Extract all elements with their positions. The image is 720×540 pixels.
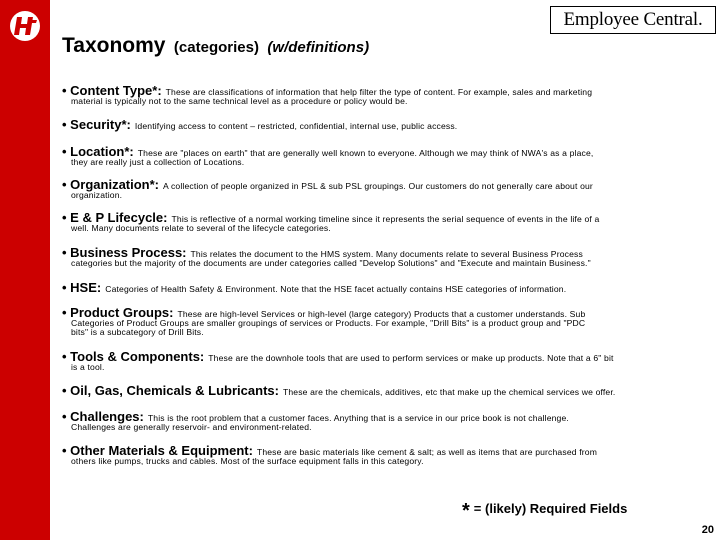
item-heading: • HSE: [62,280,102,295]
item-heading: • Challenges: [62,409,144,424]
sidebar-stripe [0,0,50,540]
list-item: • Security*: Identifying access to content – restricted, confidential, internal use, public access. [62,117,458,132]
required-fields-note [462,500,627,523]
list-item: • HSE: Categories of Health Safety & Environment. Note that the HSE facet actually contains HSE categories of information. [62,280,567,295]
item-heading: • Product Groups: [62,305,174,320]
required-fields-text: = (likely) Required Fields [473,501,628,516]
list-item: • Location*: These are "places on earth" that are generally well known to everyone. Although we may think of NWA's as a place, they are really just a collection of Locations. [62,144,594,167]
company-logo-icon [5,8,45,44]
asterisk-symbol: * [462,500,470,522]
item-heading: • Other Materials & Equipment: [62,443,253,458]
item-heading: • Oil, Gas, Chemicals & Lubricants: [62,383,279,398]
title-sub: (categories) [173,39,259,56]
page-title [62,34,369,58]
list-item: • Organization*: A collection of people organized in PSL & sub PSL groupings. Our customers do not generally care about our organization. [62,177,593,200]
title-main: Taxonomy [62,34,166,57]
item-heading: • Organization*: [62,177,160,192]
list-item: • Other Materials & Equipment: These are basic materials like cement & salt; as well as items that are purchased from others like pumps, trucks and cables. Most of the surface equipment falls in this category. [62,443,597,466]
list-item: • Challenges: This is the root problem that a customer faces. Anything that is a service in our price book is not challenge. Challenges are generally reservoir- and environment-related. [62,409,569,432]
employee-central-logo [550,6,716,34]
title-sub-italic: (w/definitions) [267,39,370,56]
list-item: • Content Type*: These are classifications of information that help filter the type of content. For example, sales and marketing material is typically not to the same technical level as a procedure or policy would be. [62,83,593,106]
item-heading: • E & P Lifecycle: [62,210,168,225]
brand-text: Employee Central. [563,9,703,30]
list-item: • Business Process: This relates the document to the HMS system. Many documents relate to several Business Process categories but the majority of the documents are under categories called "Develop Solutions" and "Execute and maintain Business." [62,245,591,268]
page-number: 20 [701,524,714,536]
list-item: • Product Groups: These are high-level Services or high-level (large category) Products that a customer understands. Sub Categories of Product Groups are smaller groupings of services or Products. For example, "Drill Bits" is a product group and "PDC bits" is a subcategory of Drill Bits. [62,305,586,337]
list-item: • Tools & Components: These are the downhole tools that are used to perform services or make up products. Note that a 6" bit is a tool. [62,349,614,372]
list-item: • Oil, Gas, Chemicals & Lubricants: These are the chemicals, additives, etc that make up the chemical services we offer. [62,383,616,398]
item-heading: • Business Process: [62,245,187,260]
item-heading: • Security*: [62,117,131,132]
list-item: • E & P Lifecycle: This is reflective of a normal working timeline since it represents the serial sequence of events in the life of a well. Many documents relate to several of the lifecycle categories. [62,210,600,233]
item-heading: • Location*: [62,144,134,159]
item-heading: • Content Type*: [62,83,162,98]
item-heading: • Tools & Components: [62,349,205,364]
